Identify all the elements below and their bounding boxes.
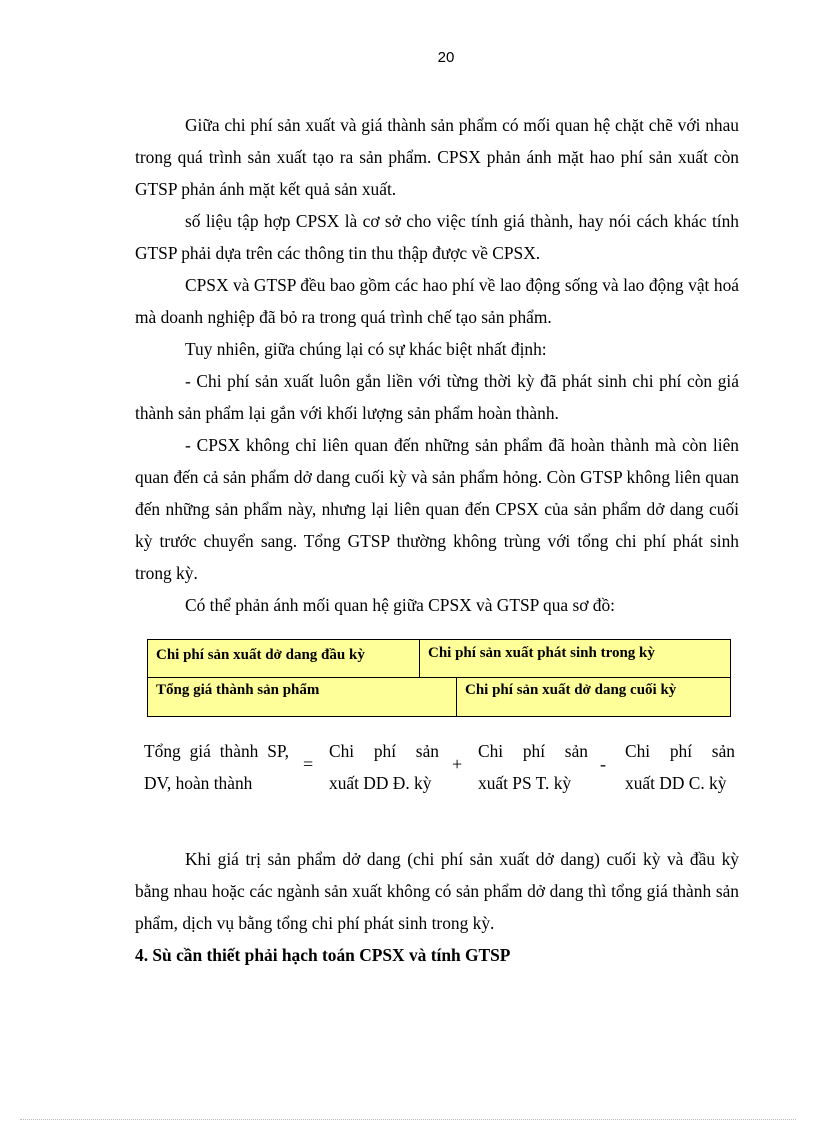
page-footer-divider	[20, 1119, 796, 1120]
cost-formula	[0, 735, 816, 835]
closing-text	[135, 843, 739, 939]
formula-equals: =	[303, 754, 314, 774]
formula-term-opening: Chi phí sản xuất DD Đ. kỳ	[329, 741, 439, 793]
paragraph-closing: Khi giá trị sản phẩm dở dang (chi phí sản xuất dở dang) cuối kỳ và đầu kỳ bằng nhau hoặc các ngành sản xuất không có sản phẩm dở dang thì tổng giá thành sản phẩm, dịch vụ bằng tổng chi phí phát sinh trong kỳ.	[135, 849, 739, 933]
formula-plus: +	[452, 754, 463, 774]
paragraph-relationship: Giữa chi phí sản xuất và giá thành sản phẩm có mối quan hệ chặt chẽ với nhau trong quá trình sản xuất tạo ra sản phẩm. CPSX phản ánh mặt hao phí sản xuất còn GTSP phản ánh mặt kết quả sản xuất.	[135, 115, 739, 199]
paragraph-costs-include: CPSX và GTSP đều bao gồm các hao phí về lao động sống và lao động vật hoá mà doanh nghiệp đã bỏ ra trong quá trình chế tạo sản phẩm.	[135, 275, 739, 327]
paragraph-data-basis: số liệu tập hợp CPSX là cơ sở cho việc tính giá thành, hay nói cách khác tính GTSP phải dựa trên các thông tin thu thập được về CPSX.	[135, 211, 739, 263]
formula-term-period: Chi phí sản xuất PS T. kỳ	[478, 741, 588, 793]
paragraph-difference-2: - CPSX không chỉ liên quan đến những sản phẩm đã hoàn thành mà còn liên quan đến cả sản phẩm dở dang cuối kỳ và sản phẩm hỏng. Còn GTSP không liên quan đến những sản phẩm này, nhưng lại liên quan đến CPSX của sản phẩm dở dang cuối kỳ trước chuyển sang. Tổng GTSP thường không trùng với tổng chi phí phát sinh trong kỳ.	[135, 435, 739, 583]
body-text	[135, 109, 739, 621]
diagram-opening-wip: Chi phí sản xuất dở dang đầu kỳ	[148, 640, 420, 678]
cost-diagram	[147, 639, 731, 717]
diagram-closing-wip: Chi phí sản xuất dở dang cuối kỳ	[465, 682, 677, 698]
paragraph-diagram-intro: Có thể phản ánh mối quan hệ giữa CPSX và GTSP qua sơ đồ:	[185, 595, 616, 615]
formula-term-total: Tổng giá thành SP, DV, hoàn thành	[144, 741, 289, 793]
formula-minus: -	[600, 754, 606, 774]
section-heading: 4. Sù cần thiết phải hạch toán CPSX và tính GTSP	[135, 945, 511, 965]
page-number: 20	[437, 49, 455, 66]
formula-term-closing: Chi phí sản xuất DD C. kỳ	[625, 741, 735, 793]
diagram-period-costs: Chi phí sản xuất phát sinh trong kỳ	[420, 640, 730, 678]
paragraph-difference-1: - Chi phí sản xuất luôn gắn liền với từng thời kỳ đã phát sinh chi phí còn giá thành sản phẩm lại gắn với khối lượng sản phẩm hoàn thành.	[135, 371, 739, 423]
diagram-total-cost: Tổng giá thành sản phẩm	[148, 678, 457, 716]
paragraph-differences-intro: Tuy nhiên, giữa chúng lại có sự khác biệt nhất định:	[185, 339, 547, 359]
